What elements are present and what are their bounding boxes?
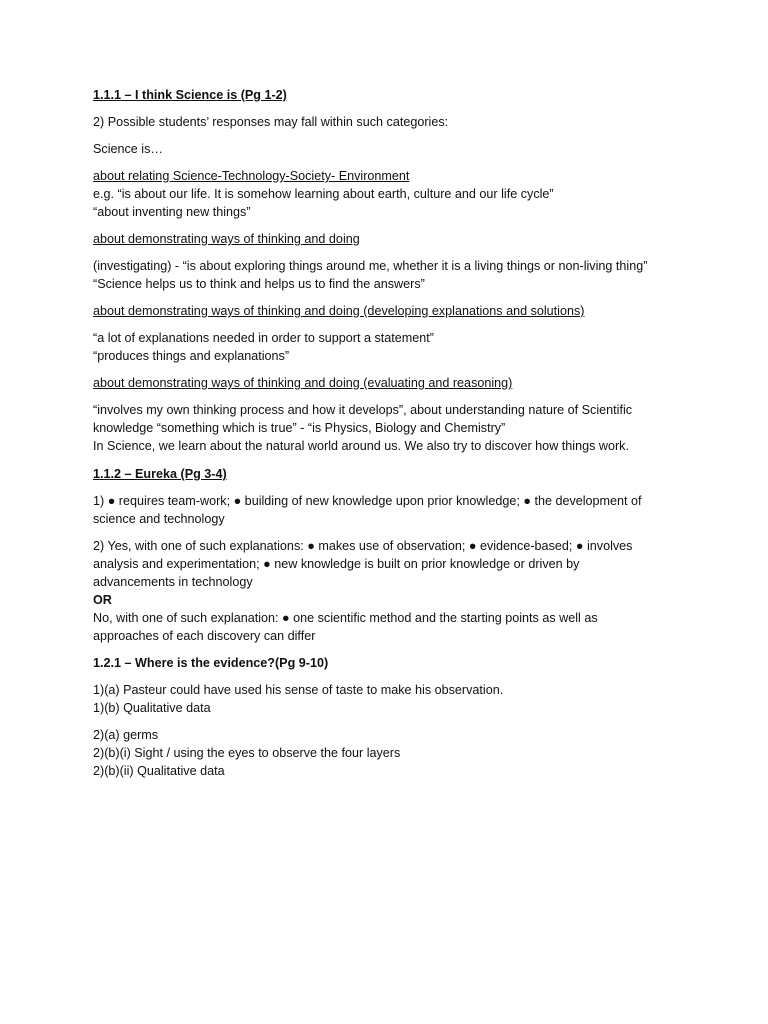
category-1-line-1: e.g. “is about our life. It is somehow learning about earth, culture and our life cycle”	[93, 187, 554, 201]
section-heading-1-2-1: 1.2.1 – Where is the evidence?(Pg 9-10)	[93, 656, 329, 670]
category-heading-1: about relating Science-Technology-Society- Environment	[93, 169, 410, 183]
category-1-line-2: “about inventing new things”	[93, 205, 251, 219]
category-2-line-1: (investigating) - “is about exploring things around me, whether it is a living things or non-living thing”	[93, 259, 648, 273]
answer-1-line-2: science and technology	[93, 512, 225, 526]
intro-line: 2) Possible students’ responses may fall within such categories:	[93, 115, 449, 129]
document-content	[93, 86, 693, 780]
category-3-line-2: “produces things and explanations”	[93, 349, 290, 363]
category-4-line-3: In Science, we learn about the natural world around us. We also try to discover how things work.	[93, 439, 629, 453]
lead-line: Science is…	[93, 142, 163, 156]
category-heading-4: about demonstrating ways of thinking and doing (evaluating and reasoning)	[93, 376, 513, 390]
answer-1a: 1)(a) Pasteur could have used his sense of taste to make his observation.	[93, 683, 504, 697]
answer-2a: 2)(a) germs	[93, 728, 159, 742]
or-separator: OR	[93, 593, 112, 607]
answer-2-line-5: approaches of each discovery can differ	[93, 629, 316, 643]
answer-2-line-1: 2) Yes, with one of such explanations: ● makes use of observation; ● evidence-based; ● involves	[93, 539, 633, 553]
section-heading-1-1-2: 1.1.2 – Eureka (Pg 3-4)	[93, 467, 227, 481]
answer-1-line-1: 1) ● requires team-work; ● building of new knowledge upon prior knowledge; ● the development of	[93, 494, 642, 508]
answer-2b-ii: 2)(b)(ii) Qualitative data	[93, 764, 225, 778]
category-4-line-1: “involves my own thinking process and how it develops”, about understanding nature of Scientific	[93, 403, 633, 417]
category-heading-3: about demonstrating ways of thinking and doing (developing explanations and solutions)	[93, 304, 585, 318]
answer-2b-i: 2)(b)(i) Sight / using the eyes to observe the four layers	[93, 746, 401, 760]
category-3-line-1: “a lot of explanations needed in order to support a statement”	[93, 331, 434, 345]
category-4-line-2: knowledge “something which is true” - “is Physics, Biology and Chemistry”	[93, 421, 506, 435]
answer-2-line-2: analysis and experimentation; ● new knowledge is built on prior knowledge or driven by	[93, 557, 580, 571]
category-heading-2: about demonstrating ways of thinking and doing	[93, 232, 360, 246]
answer-1b: 1)(b) Qualitative data	[93, 701, 211, 715]
answer-2-line-4: No, with one of such explanation: ● one scientific method and the starting points as well as	[93, 611, 598, 625]
category-2-line-2: “Science helps us to think and helps us to find the answers”	[93, 277, 425, 291]
answer-2-line-3: advancements in technology	[93, 575, 253, 589]
section-heading-1-1-1: 1.1.1 – I think Science is (Pg 1-2)	[93, 88, 287, 102]
